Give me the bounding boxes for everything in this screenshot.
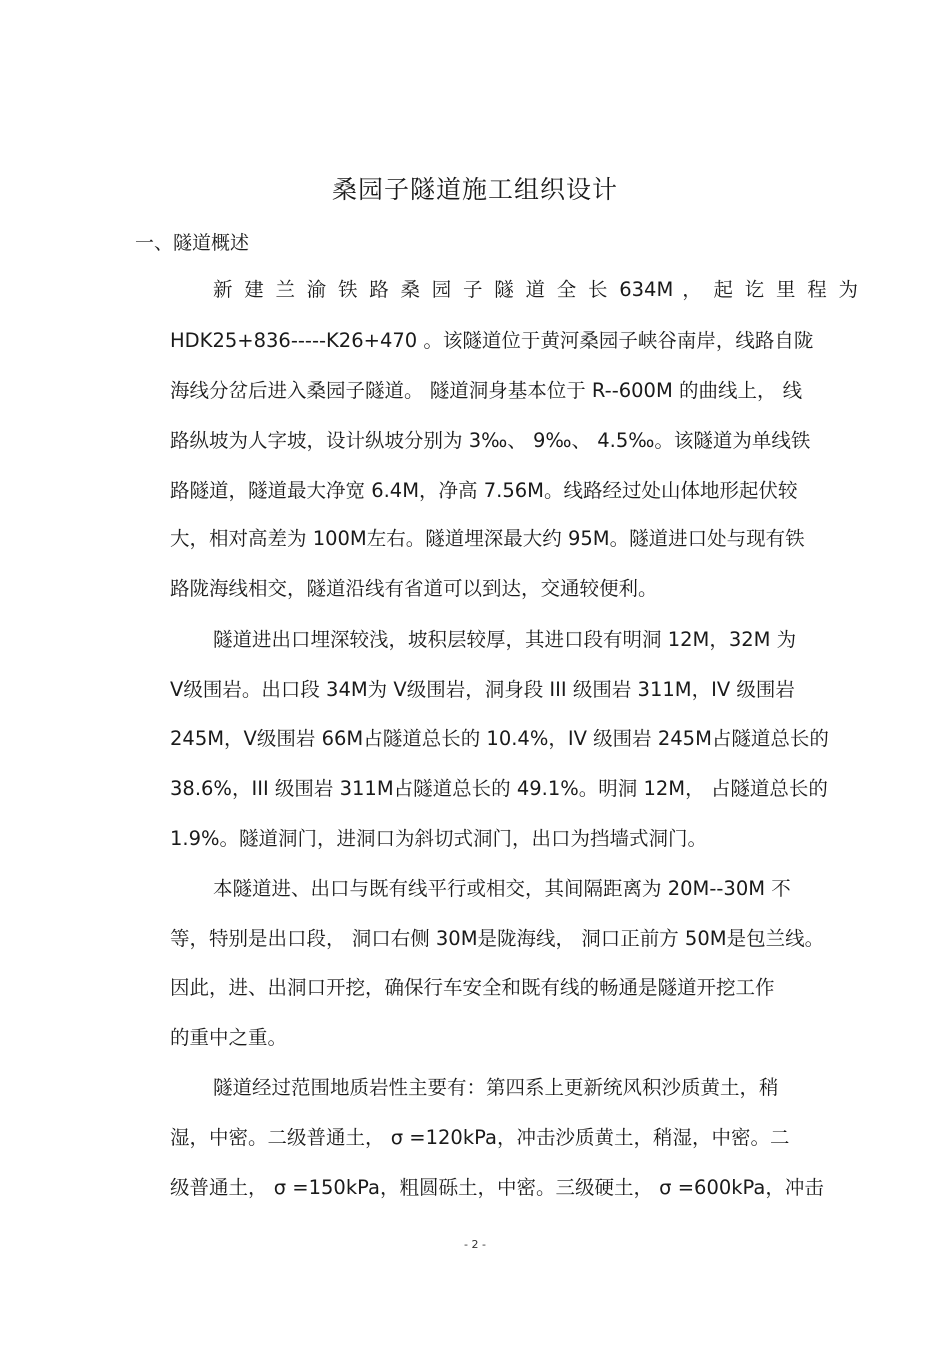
page-number: - 2 -: [464, 1238, 486, 1251]
paragraph-line: 路隧道，隧道最大净宽 6.4M，净高 7.56M。线路经过处山体地形起伏较: [170, 479, 798, 502]
paragraph-line: 1.9%。隧道洞门，进洞口为斜切式洞门，出口为挡墙式洞门。: [170, 827, 708, 850]
paragraph-line: 新 建 兰 渝 铁 路 桑 园 子 隧 道 全 长 634M ， 起 讫 里 程 为: [213, 278, 858, 301]
paragraph-line: 的重中之重。: [170, 1026, 288, 1049]
paragraph-line: 湿，中密。二级普通土， σ =120kPa，冲击沙质黄土，稍湿，中密。二: [170, 1126, 790, 1149]
paragraph-line: 245M，V级围岩 66M占隧道总长的 10.4%，IV 级围岩 245M占隧道总长的: [170, 727, 829, 750]
paragraph-line: HDK25+836-----K26+470 。该隧道位于黄河桑园子峡谷南岸，线路自陇: [170, 329, 814, 352]
paragraph-line: 38.6%，III 级围岩 311M占隧道总长的 49.1%。明洞 12M， 占隧道总长的: [170, 777, 828, 800]
paragraph-line: 隧道进出口埋深较浅，坡积层较厚，其进口段有明洞 12M，32M 为: [213, 628, 797, 651]
paragraph-line: 级普通土， σ =150kPa，粗圆砾土，中密。三级硬土， σ =600kPa，冲击: [170, 1176, 824, 1199]
section-heading: 一、隧道概述: [135, 232, 250, 254]
paragraph-line: 大，相对高差为 100M左右。隧道埋深最大约 95M。隧道进口处与现有铁: [170, 527, 805, 550]
paragraph-line: 隧道经过范围地质岩性主要有：第四系上更新统风积沙质黄土，稍: [213, 1076, 779, 1099]
paragraph-line: 本隧道进、出口与既有线平行或相交，其间隔距离为 20M--30M 不: [213, 877, 791, 900]
paragraph-line: 路陇海线相交，隧道沿线有省道可以到达，交通较便利。: [170, 577, 658, 600]
paragraph-line: 路纵坡为人字坡，设计纵坡分别为 3‰、 9‰、 4.5‰。该隧道为单线铁: [170, 429, 811, 452]
paragraph-line: V级围岩。出口段 34M为 V级围岩，洞身段 III 级围岩 311M，IV 级围岩: [170, 678, 795, 701]
paragraph-line: 海线分岔后进入桑园子隧道。 隧道洞身基本位于 R--600M 的曲线上， 线: [170, 379, 803, 402]
paragraph-line: 因此，进、出洞口开挖，确保行车安全和既有线的畅通是隧道开挖工作: [170, 976, 775, 999]
paragraph-line: 等，特别是出口段， 洞口右侧 30M是陇海线， 洞口正前方 50M是包兰线。: [170, 927, 825, 950]
document-title: 桑园子隧道施工组织设计: [331, 175, 618, 204]
